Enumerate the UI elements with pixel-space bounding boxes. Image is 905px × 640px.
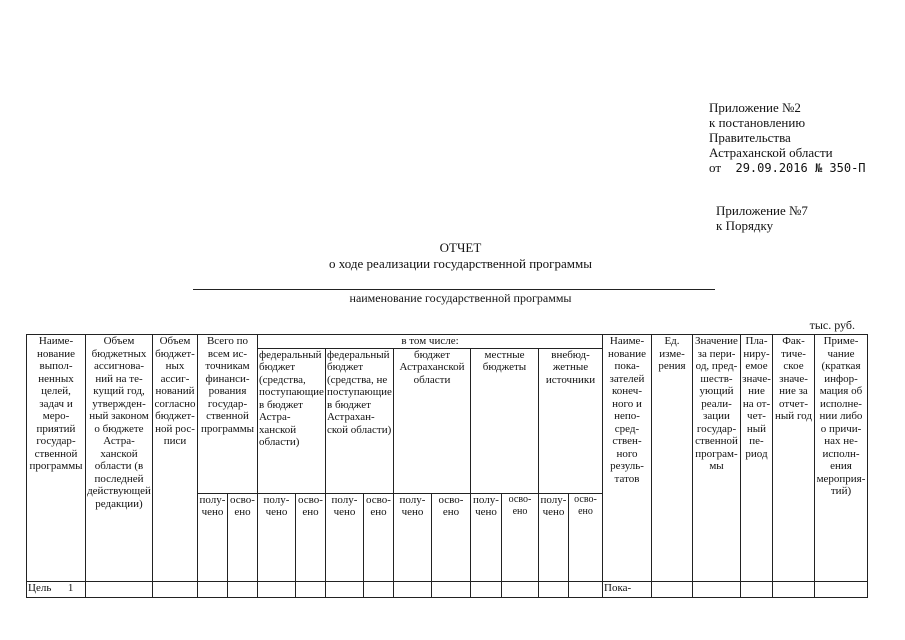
header-received: получено	[258, 493, 296, 581]
header-extra: внебюджетные источники	[539, 348, 603, 493]
header-used: освоено	[364, 493, 394, 581]
header-local: местные бюджеты	[471, 348, 539, 493]
goal-number: 1	[67, 581, 74, 594]
header-planned: Планируемое значение на отчетный период	[741, 335, 773, 582]
table-cell	[539, 581, 569, 597]
header-federal-transfer: федеральный бюджет (средства, поступающие в бюджет Астраханской области)	[258, 348, 326, 493]
program-name-caption: наименование государственной программы	[349, 291, 572, 305]
header-used: освоено	[296, 493, 326, 581]
table-cell	[394, 581, 432, 597]
header-used: освоено	[228, 493, 258, 581]
table-cell	[198, 581, 228, 597]
header-used: освоено	[569, 493, 603, 581]
header-received: получено	[326, 493, 364, 581]
header-used: освоено	[432, 493, 471, 581]
table-cell	[326, 581, 364, 597]
table-cell	[432, 581, 471, 597]
row-indicator-cell: Пока-	[603, 581, 652, 597]
table-cell	[258, 581, 296, 597]
date-label: от	[709, 160, 722, 175]
program-name-line	[193, 289, 715, 290]
table-cell	[86, 581, 153, 597]
header-indicator: Наименование показателей конечного и непосредственного результатов	[603, 335, 652, 582]
header-including: в том числе:	[258, 335, 603, 349]
annex-7-block	[716, 203, 808, 233]
table-cell	[815, 581, 868, 597]
header-budget-volume: Объем бюджетных ассигнований согласно бюджетной росписи	[153, 335, 198, 582]
header-volume: Объем бюджетных ассигнований на текущий год, утвержденный законом о бюджете Астраханской области (в последней действующей редакции)	[86, 335, 153, 582]
table-cell	[153, 581, 198, 597]
page-crop-mask	[26, 598, 876, 640]
date-value: 29.09.2016 № 350-П	[735, 161, 866, 175]
header-unit-measure: Ед. измерения	[652, 335, 693, 582]
table-cell	[364, 581, 394, 597]
header-received: получено	[394, 493, 432, 581]
header-received: получено	[539, 493, 569, 581]
table-cell	[652, 581, 693, 597]
unit-label: тыс. руб.	[809, 318, 855, 332]
header-received: получено	[198, 493, 228, 581]
table-cell	[296, 581, 326, 597]
annex-7-line: к Порядку	[716, 218, 774, 233]
table-cell	[502, 581, 539, 597]
annex-2-line: Правительства	[709, 130, 791, 145]
annex-2-line: к постановлению	[709, 115, 806, 130]
header-name: Наименование выполненных целей, задач и мероприятий государственной программы	[27, 335, 86, 582]
header-regional: бюджет Астраханской области	[394, 348, 471, 493]
table-cell	[569, 581, 603, 597]
goal-label: Цель	[28, 581, 52, 594]
table-cell	[471, 581, 502, 597]
header-used: освоено	[502, 493, 539, 581]
report-table	[26, 334, 868, 598]
annex-2-block	[709, 100, 866, 176]
table-cell	[228, 581, 258, 597]
header-plan-value: Значение за период, предшествующий реализации государственной программы	[693, 335, 741, 582]
header-federal-direct: федеральный бюджет (средства, не поступающие в бюджет Астраханской области)	[326, 348, 394, 493]
header-note: Примечание (краткая информация об исполнении либо о причинах неисполнения мероприятий)	[815, 335, 868, 582]
report-title: ОТЧЕТ	[439, 240, 482, 255]
table-cell	[773, 581, 815, 597]
table-cell	[693, 581, 741, 597]
annex-2-title: Приложение №2	[709, 100, 801, 115]
report-subtitle: о ходе реализации государственной программы	[329, 256, 592, 271]
row-goal-cell	[27, 581, 86, 597]
header-actual: Фактическое значение за отчетный год	[773, 335, 815, 582]
annex-2-line: Астраханской области	[709, 145, 833, 160]
annex-7-title: Приложение №7	[716, 203, 808, 218]
annex-2-date-line	[709, 160, 866, 176]
header-total: Всего по всем источникам финансирования государственной программы	[198, 335, 258, 494]
table-cell	[741, 581, 773, 597]
header-received: получено	[471, 493, 502, 581]
